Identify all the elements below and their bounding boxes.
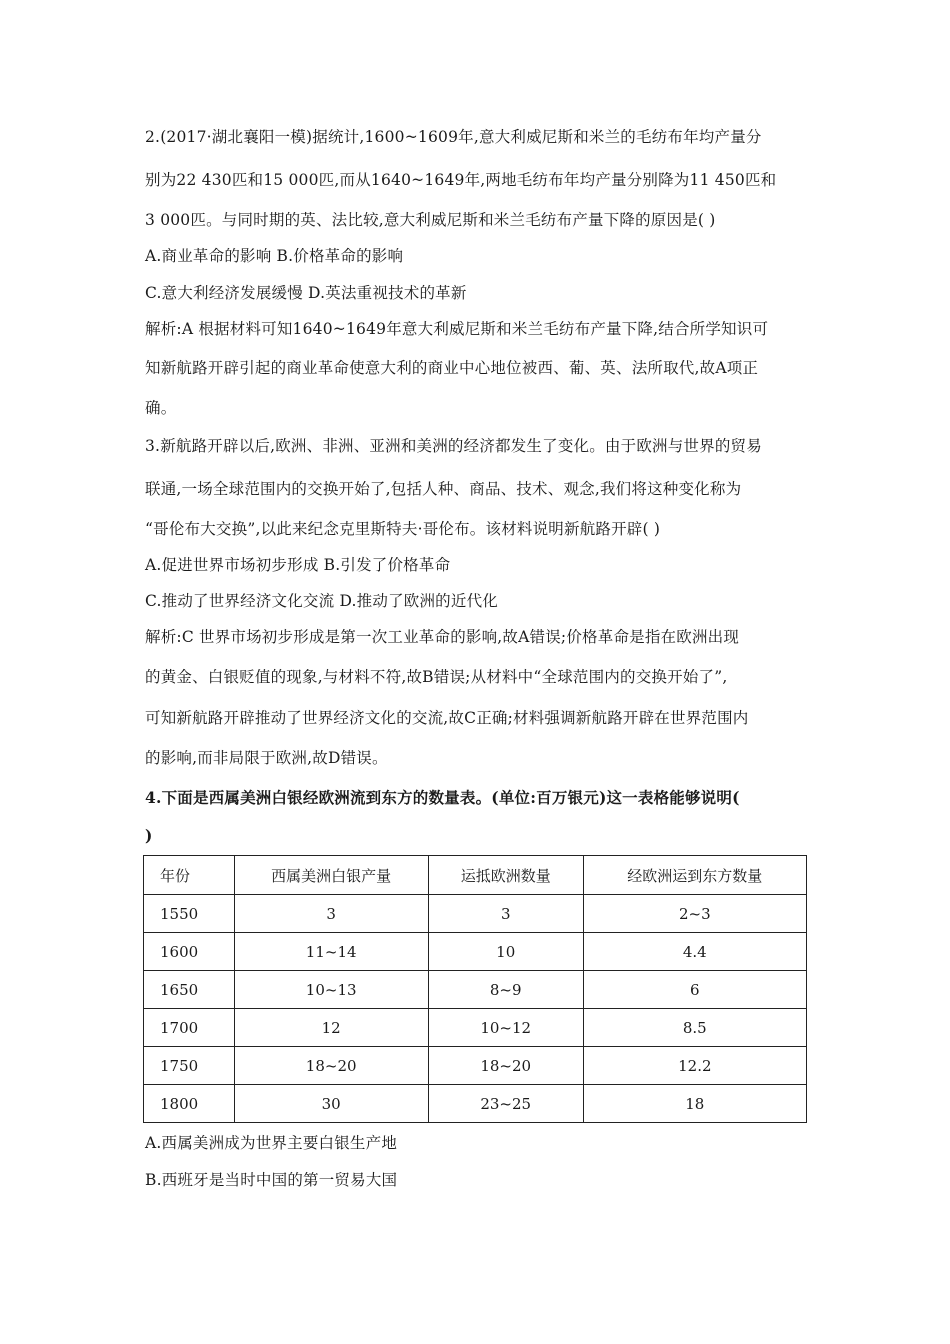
q3-analysis-line-2: 的黄金、白银贬值的现象,与材料不符,故B错误;从材料中“全球范围内的交换开始了”, [145, 668, 728, 686]
q3-analysis-line-4: 的影响,而非局限于欧洲,故D错误。 [145, 749, 388, 767]
cell-year: 1650 [144, 971, 235, 1009]
q2-stem-line-2: 别为22 430匹和15 000匹,而从1640~1649年,两地毛纺布年均产量分别降为11 450匹和 [145, 171, 777, 189]
cell-year: 1600 [144, 933, 235, 971]
cell-to-east: 8.5 [583, 1009, 806, 1047]
q3-stem-line-2: 联通,一场全球范围内的交换开始了,包括人种、商品、技术、观念,我们将这种变化称为 [145, 480, 742, 498]
cell-to-east: 12.2 [583, 1047, 806, 1085]
cell-to-europe: 10~12 [428, 1009, 583, 1047]
header-to-east: 经欧洲运到东方数量 [583, 856, 806, 895]
cell-to-east: 18 [583, 1085, 806, 1123]
q4-option-b: B.西班牙是当时中国的第一贸易大国 [145, 1171, 398, 1189]
q2-analysis-line-3: 确。 [145, 399, 177, 417]
q4-option-a: A.西属美洲成为世界主要白银生产地 [145, 1134, 398, 1152]
table-row [144, 1009, 807, 1047]
cell-production: 10~13 [234, 971, 428, 1009]
table-row [144, 933, 807, 971]
cell-production: 12 [234, 1009, 428, 1047]
table-header-row [144, 856, 807, 895]
cell-production: 11~14 [234, 933, 428, 971]
q2-option-ab: A.商业革命的影响 B.价格革命的影响 [145, 247, 404, 265]
q3-option-cd: C.推动了世界经济文化交流 D.推动了欧洲的近代化 [145, 592, 498, 610]
q2-option-cd: C.意大利经济发展缓慢 D.英法重视技术的革新 [145, 284, 467, 302]
q2-stem-line-3: 3 000匹。与同时期的英、法比较,意大利威尼斯和米兰毛纺布产量下降的原因是( ) [145, 211, 716, 229]
q3-option-ab: A.促进世界市场初步形成 B.引发了价格革命 [145, 556, 451, 574]
cell-to-east: 2~3 [583, 895, 806, 933]
q3-stem-line-3: “哥伦布大交换”,以此来纪念克里斯特夫·哥伦布。该材料说明新航路开辟( ) [145, 520, 661, 538]
q4-stem-line-1: 4.下面是西属美洲白银经欧洲流到东方的数量表。(单位:百万银元)这一表格能够说明( [145, 788, 740, 807]
q3-stem-line-1: 3.新航路开辟以后,欧洲、非洲、亚洲和美洲的经济都发生了变化。由于欧洲与世界的贸易 [145, 437, 762, 455]
cell-to-east: 6 [583, 971, 806, 1009]
q2-analysis-line-1: 解析:A 根据材料可知1640~1649年意大利威尼斯和米兰毛纺布产量下降,结合所学知识可 [145, 320, 769, 338]
header-production: 西属美洲白银产量 [234, 856, 428, 895]
cell-year: 1800 [144, 1085, 235, 1123]
cell-year: 1750 [144, 1047, 235, 1085]
cell-to-europe: 10 [428, 933, 583, 971]
q3-analysis-line-1: 解析:C 世界市场初步形成是第一次工业革命的影响,故A错误;价格革命是指在欧洲出现 [145, 628, 740, 646]
cell-to-europe: 18~20 [428, 1047, 583, 1085]
cell-year: 1550 [144, 895, 235, 933]
table-row [144, 895, 807, 933]
cell-to-europe: 23~25 [428, 1085, 583, 1123]
q3-analysis-line-3: 可知新航路开辟推动了世界经济文化的交流,故C正确;材料强调新航路开辟在世界范围内 [145, 709, 749, 727]
cell-production: 3 [234, 895, 428, 933]
table-row [144, 1085, 807, 1123]
cell-to-europe: 8~9 [428, 971, 583, 1009]
q2-analysis-line-2: 知新航路开辟引起的商业革命使意大利的商业中心地位被西、葡、英、法所取代,故A项正 [145, 359, 759, 377]
cell-production: 18~20 [234, 1047, 428, 1085]
q2-stem-line-1: 2.(2017·湖北襄阳一模)据统计,1600~1609年,意大利威尼斯和米兰的毛纺布年均产量分 [145, 128, 762, 146]
cell-production: 30 [234, 1085, 428, 1123]
q4-stem-line-2: ) [145, 826, 153, 845]
cell-to-europe: 3 [428, 895, 583, 933]
header-to-europe: 运抵欧洲数量 [428, 856, 583, 895]
cell-year: 1700 [144, 1009, 235, 1047]
silver-flow-table [143, 855, 807, 1123]
table-row [144, 971, 807, 1009]
header-year: 年份 [144, 856, 235, 895]
table-row [144, 1047, 807, 1085]
cell-to-east: 4.4 [583, 933, 806, 971]
